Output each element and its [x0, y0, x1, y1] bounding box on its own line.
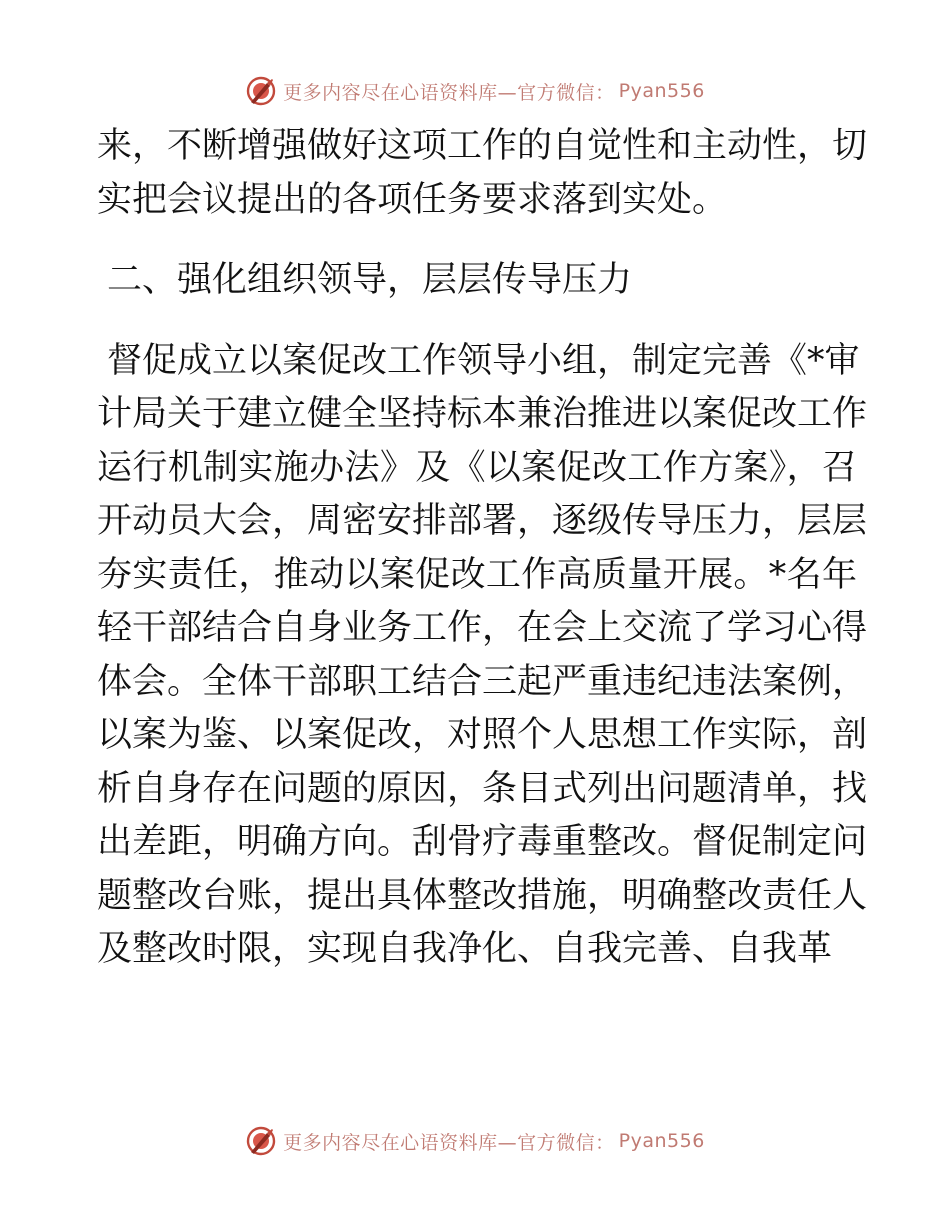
- paragraph-gap: [97, 308, 857, 335]
- paragraph-line: 实把会议提出的各项任务要求落到实处。: [97, 179, 728, 220]
- paragraph-line: 及整改时限，实现自我净化、自我完善、自我革: [97, 929, 833, 969]
- paragraph-gap: [97, 227, 857, 254]
- document-body: [97, 120, 868, 977]
- paragraph-line: 以案为鉴、以案促改，对照个人思想工作实际，剖: [97, 715, 868, 755]
- paragraph-line: 题整改台账，提出具体整改措施，明确整改责任人: [97, 875, 868, 916]
- paragraph-line: 析自身存在问题的原因，条目式列出问题清单，找: [97, 768, 868, 809]
- watermark-brand-text: 更多内容尽在心语资料库—官方微信：: [283, 1131, 615, 1154]
- paragraph-line: 体会。全体干部职工结合三起严重违纪违法案例，: [97, 661, 868, 702]
- paragraph-line: 出差距，明确方向。刮骨疗毒重整改。督促制定问: [97, 822, 868, 862]
- watermark-brand-text: 更多内容尽在心语资料库—官方微信：: [283, 81, 615, 104]
- paragraph-line: 夯实责任，推动以案促改工作高质量开展。*名年: [97, 554, 857, 595]
- paragraph-line: 轻干部结合自身业务工作，在会上交流了学习心得: [97, 608, 868, 648]
- section-heading: 二、强化组织领导，层层传导压力: [107, 260, 633, 300]
- watermark-handle: Pyan556: [618, 1130, 705, 1152]
- paragraph-line: 督促成立以案促改工作领导小组，制定完善《*审: [107, 340, 860, 381]
- header-watermark: [0, 71, 950, 111]
- paragraph-line: 开动员大会，周密安排部署，逐级传导压力，层层: [97, 501, 868, 541]
- paragraph-line: 运行机制实施办法》及《以案促改工作方案》，召: [97, 447, 857, 488]
- paragraph-line: 计局关于建立健全坚持标本兼治推进以案促改工作: [97, 394, 868, 434]
- quill-pen-circle-icon: [245, 1125, 277, 1157]
- footer-watermark: [0, 1121, 950, 1161]
- paragraph-line: 来，不断增强做好这项工作的自觉性和主动性，切: [97, 126, 868, 166]
- quill-pen-circle-icon: [245, 75, 277, 107]
- watermark-handle: Pyan556: [618, 80, 705, 102]
